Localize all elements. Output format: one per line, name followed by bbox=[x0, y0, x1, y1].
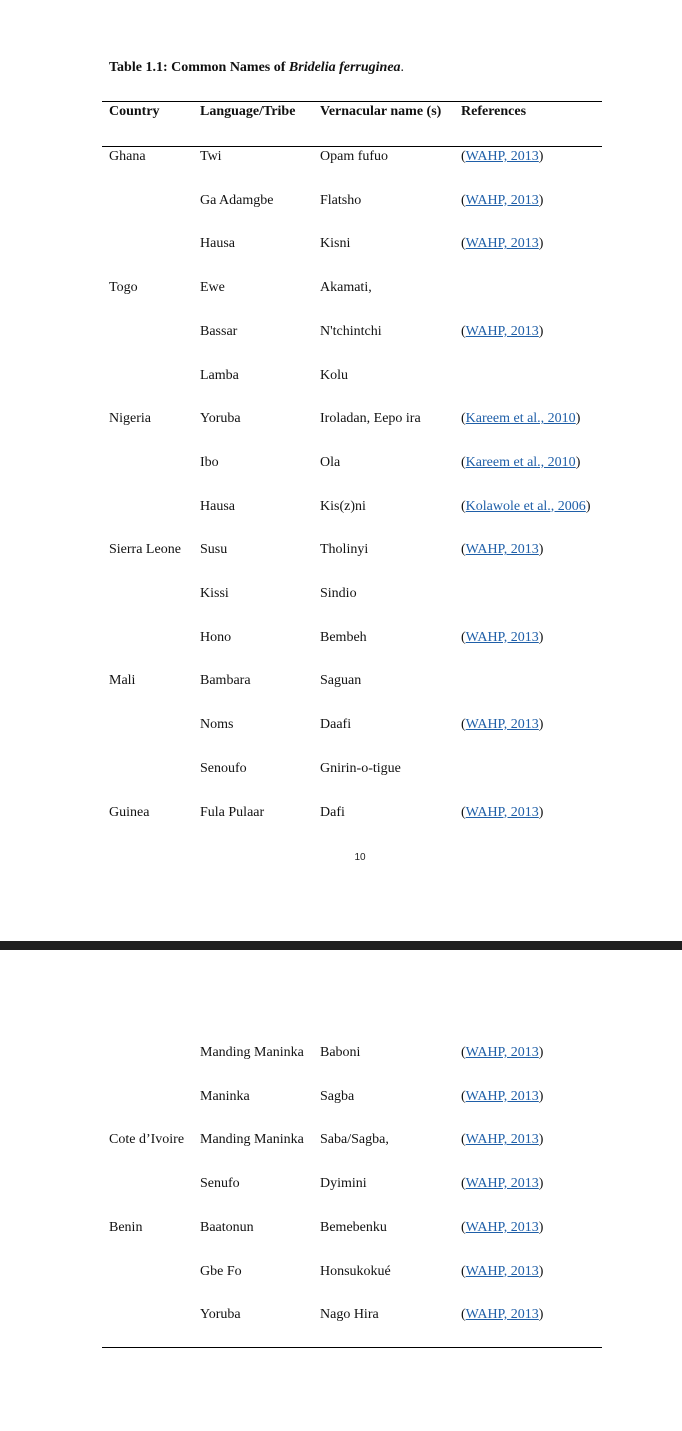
vernacular-cell: Gnirin-o-tigue bbox=[320, 760, 401, 776]
table-row bbox=[0, 1306, 682, 1326]
reference-link[interactable]: WAHP, 2013 bbox=[465, 192, 539, 208]
reference-cell bbox=[461, 148, 543, 166]
vernacular-cell: Sagba bbox=[320, 1088, 355, 1104]
page-number: 10 bbox=[354, 852, 366, 863]
language-cell: Susu bbox=[200, 542, 228, 558]
ref-close-paren: ) bbox=[585, 498, 591, 514]
reference-link[interactable]: WAHP, 2013 bbox=[465, 1088, 539, 1104]
language-cell: Baatonun bbox=[200, 1219, 254, 1235]
vernacular-cell: Bembeh bbox=[320, 629, 367, 645]
vernacular-cell: Honsukokué bbox=[320, 1263, 391, 1279]
ref-close-paren: ) bbox=[538, 1045, 544, 1060]
reference-cell bbox=[461, 1131, 543, 1149]
language-cell: Yoruba bbox=[200, 411, 241, 427]
table-row bbox=[0, 1131, 682, 1151]
ref-close-paren: ) bbox=[538, 1088, 544, 1104]
reference-cell bbox=[461, 716, 543, 734]
header-country: Country bbox=[109, 104, 160, 119]
table-bottom-rule bbox=[102, 1347, 602, 1348]
header-references: References bbox=[461, 104, 527, 119]
vernacular-cell: Kolu bbox=[320, 367, 348, 383]
vernacular-cell: Dafi bbox=[320, 804, 345, 820]
ref-close-paren: ) bbox=[538, 1263, 544, 1279]
reference-cell bbox=[461, 454, 580, 472]
table-row bbox=[0, 323, 682, 343]
table-row bbox=[0, 1219, 682, 1239]
vernacular-cell: Iroladan, Eepo ira bbox=[320, 411, 421, 427]
reference-link[interactable]: WAHP, 2013 bbox=[465, 717, 539, 733]
reference-link[interactable]: WAHP, 2013 bbox=[465, 1307, 539, 1323]
ref-open-paren: ( bbox=[461, 411, 466, 427]
country-cell: Ghana bbox=[109, 149, 146, 164]
ref-close-paren: ) bbox=[538, 804, 544, 820]
vernacular-cell: N'tchintchi bbox=[320, 323, 382, 339]
country-cell: Cote d’Ivoire bbox=[109, 1132, 185, 1148]
table-caption bbox=[109, 60, 404, 76]
ref-open-paren: ( bbox=[461, 498, 466, 514]
language-cell: Hausa bbox=[200, 236, 235, 252]
ref-open-paren: ( bbox=[461, 1307, 466, 1323]
reference-cell bbox=[461, 629, 543, 647]
country-cell: Mali bbox=[109, 673, 136, 689]
reference-link[interactable]: WAHP, 2013 bbox=[465, 149, 539, 164]
reference-cell bbox=[461, 192, 543, 210]
table-row bbox=[0, 585, 682, 605]
language-cell: Ga Adamgbe bbox=[200, 192, 274, 208]
vernacular-cell: Ola bbox=[320, 454, 341, 470]
table-row bbox=[0, 454, 682, 474]
country-cell: Sierra Leone bbox=[109, 542, 181, 558]
document-page-2 bbox=[0, 950, 682, 1431]
reference-link[interactable]: Kareem et al., 2010 bbox=[465, 454, 576, 470]
reference-link[interactable]: WAHP, 2013 bbox=[465, 323, 539, 339]
reference-cell bbox=[461, 1219, 543, 1237]
language-cell: Senoufo bbox=[200, 760, 247, 776]
table-top-rule bbox=[102, 101, 602, 102]
ref-open-paren: ( bbox=[461, 717, 466, 733]
vernacular-cell: Flatsho bbox=[320, 192, 362, 208]
reference-link[interactable]: Kareem et al., 2010 bbox=[465, 411, 576, 427]
table-row bbox=[0, 410, 682, 430]
reference-link[interactable]: WAHP, 2013 bbox=[465, 1263, 539, 1279]
table-row bbox=[0, 760, 682, 780]
reference-link[interactable]: Kolawole et al., 2006 bbox=[465, 498, 586, 514]
ref-open-paren: ( bbox=[461, 236, 466, 252]
table-row bbox=[0, 716, 682, 736]
reference-link[interactable]: WAHP, 2013 bbox=[465, 1176, 539, 1192]
table-row bbox=[0, 1088, 682, 1108]
reference-cell bbox=[461, 804, 543, 822]
country-cell: Guinea bbox=[109, 804, 150, 820]
language-cell: Ibo bbox=[200, 454, 219, 470]
ref-close-paren: ) bbox=[538, 1219, 544, 1235]
ref-close-paren: ) bbox=[538, 323, 544, 339]
ref-open-paren: ( bbox=[461, 454, 466, 470]
language-cell: Hono bbox=[200, 629, 232, 645]
language-cell: Hausa bbox=[200, 498, 235, 514]
table-row bbox=[0, 1175, 682, 1195]
caption-species: Bridelia ferruginea bbox=[288, 60, 401, 75]
ref-open-paren: ( bbox=[461, 1219, 466, 1235]
ref-open-paren: ( bbox=[461, 149, 466, 164]
vernacular-cell: Opam fufuo bbox=[320, 149, 389, 164]
reference-link[interactable]: WAHP, 2013 bbox=[465, 629, 539, 645]
reference-cell bbox=[461, 541, 543, 559]
ref-open-paren: ( bbox=[461, 1045, 466, 1060]
ref-close-paren: ) bbox=[538, 1307, 544, 1323]
ref-close-paren: ) bbox=[575, 454, 581, 470]
header-vernacular: Vernacular name (s) bbox=[320, 104, 442, 119]
caption-suffix: . bbox=[400, 60, 405, 75]
reference-link[interactable]: WAHP, 2013 bbox=[465, 236, 539, 252]
table-row bbox=[0, 192, 682, 212]
language-cell: Manding Maninka bbox=[200, 1132, 304, 1148]
table-row bbox=[0, 1263, 682, 1283]
ref-open-paren: ( bbox=[461, 542, 466, 558]
table-row bbox=[0, 804, 682, 824]
ref-close-paren: ) bbox=[538, 717, 544, 733]
vernacular-cell: Dyimini bbox=[320, 1176, 367, 1192]
ref-close-paren: ) bbox=[575, 411, 581, 427]
language-cell: Manding Maninka bbox=[200, 1045, 304, 1060]
reference-link[interactable]: WAHP, 2013 bbox=[465, 804, 539, 820]
table-row bbox=[0, 148, 682, 168]
vernacular-cell: Saba/Sagba, bbox=[320, 1132, 389, 1148]
reference-link[interactable]: WAHP, 2013 bbox=[465, 1132, 539, 1148]
vernacular-cell: Sindio bbox=[320, 586, 357, 601]
table-row bbox=[0, 367, 682, 387]
language-cell: Lamba bbox=[200, 367, 239, 383]
vernacular-cell: Bemebenku bbox=[320, 1219, 387, 1235]
reference-cell bbox=[461, 323, 543, 341]
table-row bbox=[0, 672, 682, 692]
reference-cell bbox=[461, 1175, 543, 1193]
ref-close-paren: ) bbox=[538, 236, 544, 252]
country-cell: Nigeria bbox=[109, 411, 151, 427]
language-cell: Bassar bbox=[200, 323, 238, 339]
table-row bbox=[0, 541, 682, 561]
table-row bbox=[0, 279, 682, 299]
vernacular-cell: Daafi bbox=[320, 717, 352, 733]
language-cell: Gbe Fo bbox=[200, 1263, 242, 1279]
ref-close-paren: ) bbox=[538, 149, 544, 164]
ref-close-paren: ) bbox=[538, 1132, 544, 1148]
vernacular-cell: Akamati, bbox=[320, 280, 372, 296]
country-cell: Togo bbox=[109, 280, 138, 296]
vernacular-cell: Nago Hira bbox=[320, 1307, 379, 1323]
language-cell: Fula Pulaar bbox=[200, 804, 265, 820]
ref-open-paren: ( bbox=[461, 1088, 466, 1104]
vernacular-cell: Baboni bbox=[320, 1045, 361, 1060]
ref-open-paren: ( bbox=[461, 192, 466, 208]
language-cell: Senufo bbox=[200, 1176, 240, 1192]
language-cell: Ewe bbox=[200, 280, 225, 296]
language-cell: Twi bbox=[200, 149, 222, 164]
reference-cell bbox=[461, 1306, 543, 1324]
reference-cell bbox=[461, 1088, 543, 1106]
reference-cell bbox=[461, 1044, 543, 1062]
ref-open-paren: ( bbox=[461, 804, 466, 820]
header-bottom-rule bbox=[102, 146, 602, 147]
caption-prefix: Table 1.1: Common Names of bbox=[109, 60, 289, 75]
ref-close-paren: ) bbox=[538, 542, 544, 558]
language-cell: Bambara bbox=[200, 673, 251, 689]
reference-link[interactable]: WAHP, 2013 bbox=[465, 542, 539, 558]
language-cell: Maninka bbox=[200, 1088, 250, 1104]
vernacular-cell: Saguan bbox=[320, 673, 362, 689]
ref-open-paren: ( bbox=[461, 629, 466, 645]
ref-close-paren: ) bbox=[538, 629, 544, 645]
ref-open-paren: ( bbox=[461, 1176, 466, 1192]
reference-cell bbox=[461, 235, 543, 253]
ref-open-paren: ( bbox=[461, 323, 466, 339]
ref-open-paren: ( bbox=[461, 1132, 466, 1148]
reference-cell bbox=[461, 1263, 543, 1281]
table-row bbox=[0, 235, 682, 255]
ref-close-paren: ) bbox=[538, 192, 544, 208]
header-language: Language/Tribe bbox=[200, 104, 296, 119]
vernacular-cell: Tholinyi bbox=[320, 542, 369, 558]
reference-link[interactable]: WAHP, 2013 bbox=[465, 1045, 539, 1060]
vernacular-cell: Kis(z)ni bbox=[320, 498, 366, 514]
language-cell: Noms bbox=[200, 717, 234, 733]
language-cell: Yoruba bbox=[200, 1307, 241, 1323]
reference-link[interactable]: WAHP, 2013 bbox=[465, 1219, 539, 1235]
table-row bbox=[0, 1044, 682, 1064]
reference-cell bbox=[461, 410, 580, 428]
language-cell: Kissi bbox=[200, 586, 229, 601]
vernacular-cell: Kisni bbox=[320, 236, 351, 252]
country-cell: Benin bbox=[109, 1219, 143, 1235]
reference-cell bbox=[461, 498, 590, 516]
ref-open-paren: ( bbox=[461, 1263, 466, 1279]
table-row bbox=[0, 498, 682, 518]
table-row bbox=[0, 629, 682, 649]
ref-close-paren: ) bbox=[538, 1176, 544, 1192]
page-separator bbox=[0, 941, 682, 950]
